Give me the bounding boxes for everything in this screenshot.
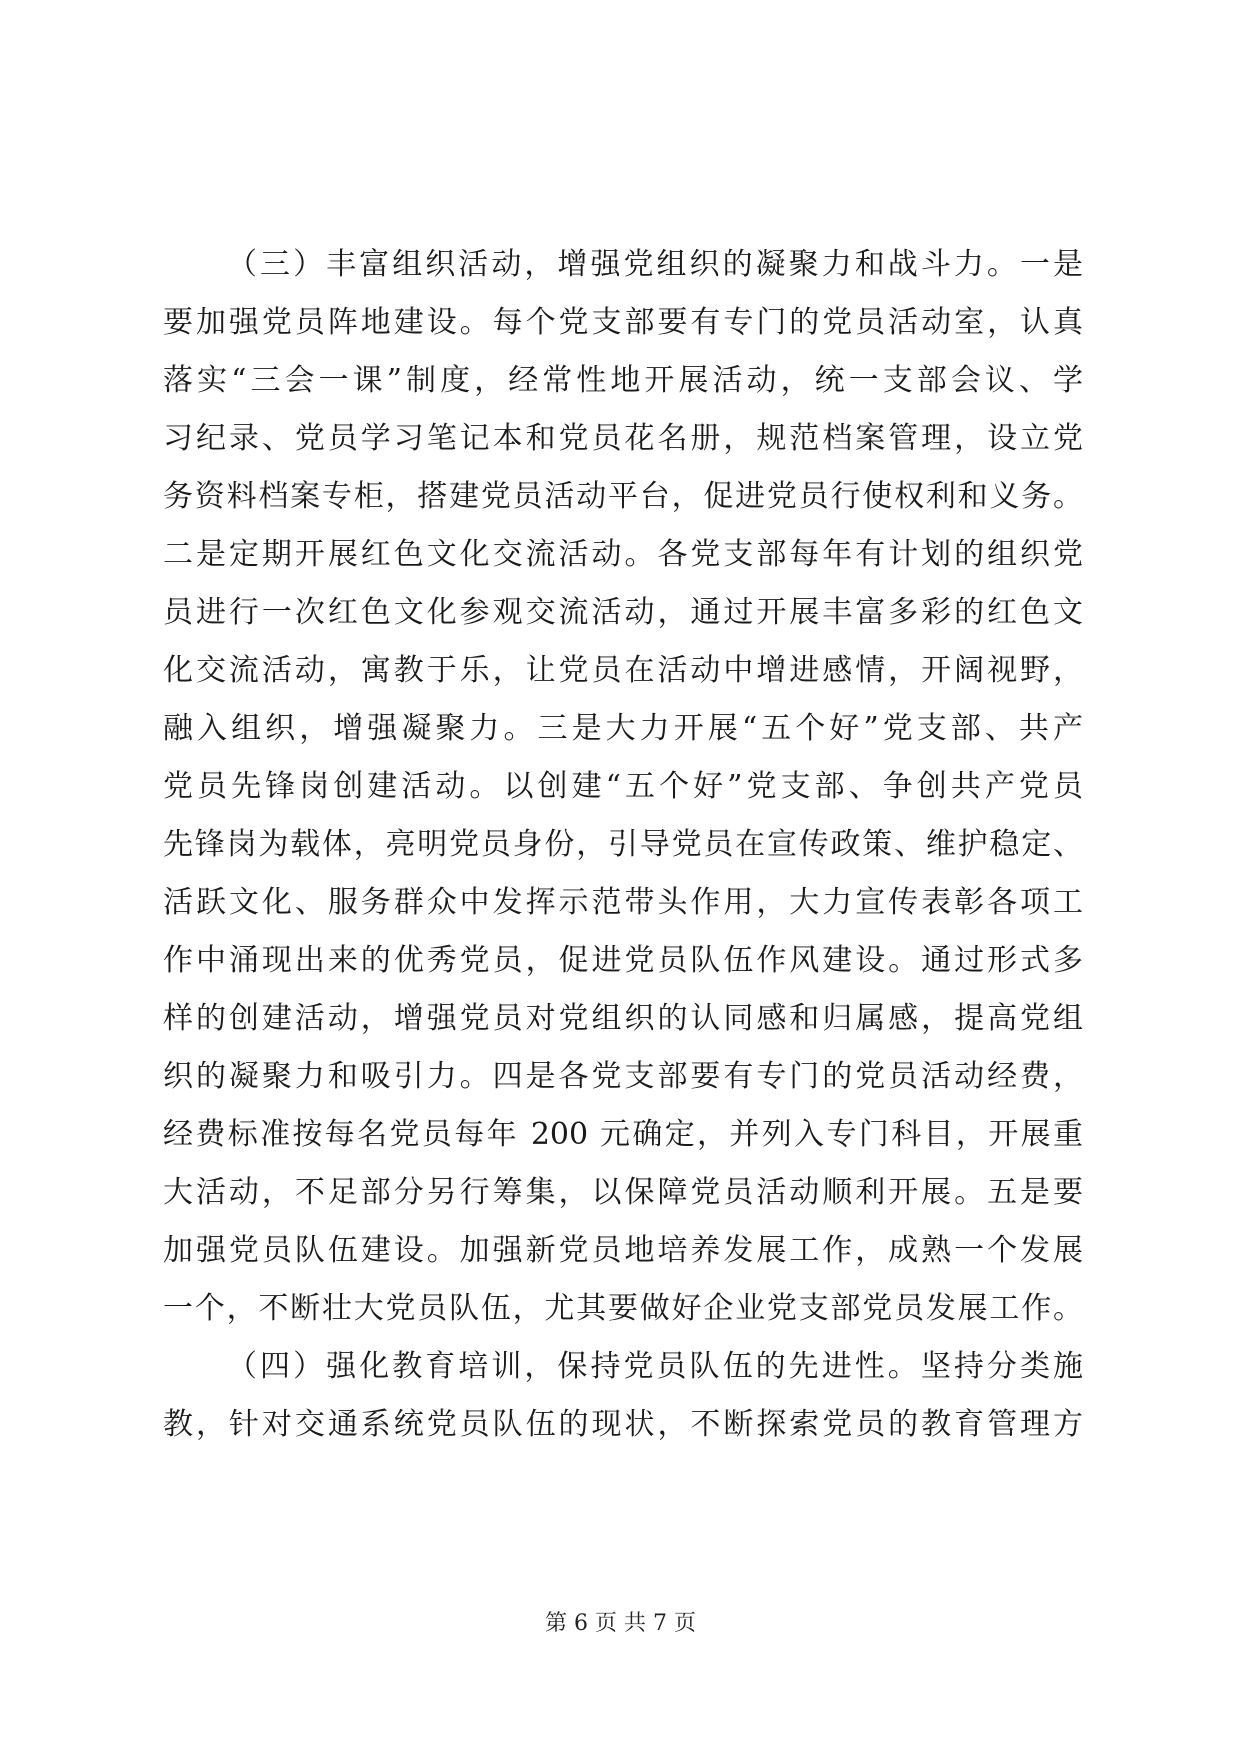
page-number-footer: 第 6 页 共 7 页 [545, 1611, 696, 1636]
text-line: （三）丰富组织活动，增强党组织的凝聚力和战斗力。一是 [227, 247, 1083, 282]
text-line: 落实“三会一课”制度，经常性地开展活动，统一支部会议、学 [163, 363, 1083, 398]
text-line: 化交流活动，寓教于乐，让党员在活动中增进感情，开阔视野， [163, 653, 1083, 688]
text-line: 活跃文化、服务群众中发挥示范带头作用，大力宣传表彰各项工 [163, 885, 1083, 920]
text-line: 加强党员队伍建设。加强新党员地培养发展工作，成熟一个发展 [163, 1233, 1083, 1268]
text-line: 样的创建活动，增强党员对党组织的认同感和归属感，提高党组 [163, 1001, 1083, 1036]
text-line: （四）强化教育培训，保持党员队伍的先进性。坚持分类施 [227, 1349, 1083, 1384]
text-line: 一个，不断壮大党员队伍，尤其要做好企业党支部党员发展工作。 [163, 1291, 1083, 1326]
text-line: 织的凝聚力和吸引力。四是各党支部要有专门的党员活动经费， [163, 1059, 1083, 1094]
text-line: 习纪录、党员学习笔记本和党员花名册，规范档案管理，设立党 [163, 421, 1083, 456]
text-line: 融入组织，增强凝聚力。三是大力开展“五个好”党支部、共产 [163, 711, 1083, 746]
text-line: 要加强党员阵地建设。每个党支部要有专门的党员活动室，认真 [163, 305, 1083, 340]
text-line: 党员先锋岗创建活动。以创建“五个好”党支部、争创共产党员 [163, 769, 1083, 804]
text-line: 先锋岗为载体，亮明党员身份，引导党员在宣传政策、维护稳定、 [163, 827, 1083, 862]
text-line: 大活动，不足部分另行筹集，以保障党员活动顺利开展。五是要 [163, 1175, 1083, 1210]
text-line: 教，针对交通系统党员队伍的现状，不断探索党员的教育管理方 [163, 1407, 1083, 1442]
text-line: 员进行一次红色文化参观交流活动，通过开展丰富多彩的红色文 [163, 595, 1083, 630]
text-line: 二是定期开展红色文化交流活动。各党支部每年有计划的组织党 [163, 537, 1083, 572]
text-line: 务资料档案专柜，搭建党员活动平台，促进党员行使权利和义务。 [163, 479, 1083, 514]
text-line: 作中涌现出来的优秀党员，促进党员队伍作风建设。通过形式多 [163, 943, 1083, 978]
body-text [163, 236, 1083, 1454]
text-line: 经费标准按每名党员每年 200 元确定，并列入专门科目，开展重 [163, 1117, 1083, 1152]
